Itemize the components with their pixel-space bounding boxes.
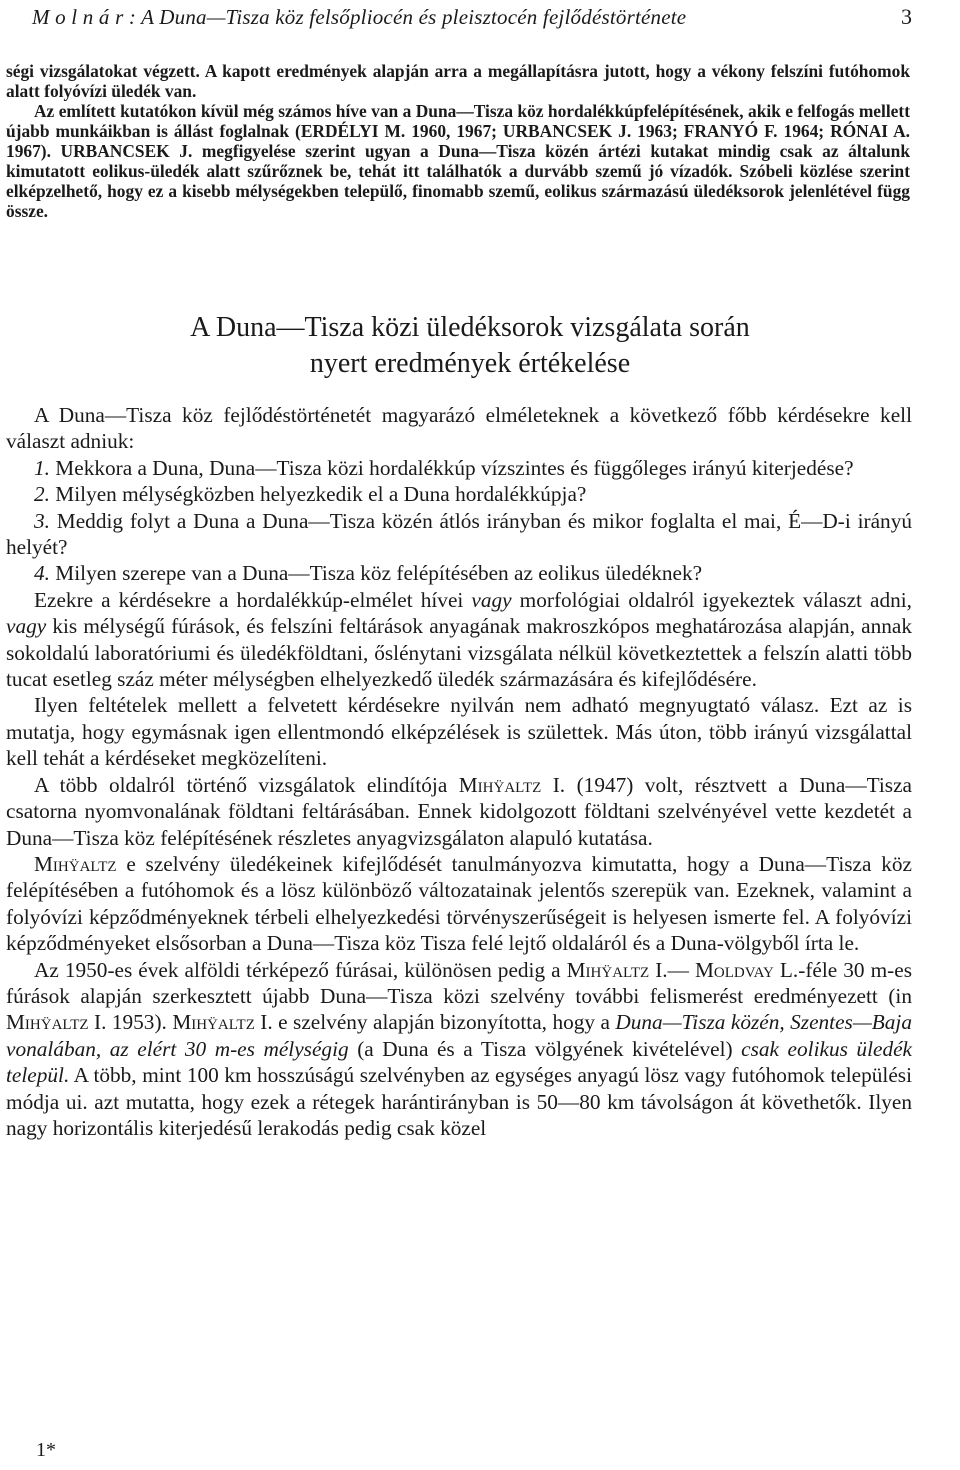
question-3-number: 3. — [34, 508, 50, 533]
author-name: Mihÿaltz I. — [458, 772, 566, 797]
question-2-text: Milyen mélységközben helyezkedik el a Duna hordalékkúpja? — [49, 482, 587, 507]
question-1 — [6, 455, 912, 481]
answers-text-b: morfológiai oldalról igyekeztek választ adni, — [511, 587, 912, 612]
boreholes-text-f: (a Duna és a Tisza völgyének kivételével) — [348, 1036, 742, 1061]
answers-emphasis-2: vagy — [6, 614, 47, 639]
author-name: Mihÿaltz I. — [566, 957, 668, 982]
question-1-text: Mekkora a Duna, Duna—Tisza közi hordalékkúp vízszintes és függőleges irányú kiterjedése? — [49, 455, 854, 480]
boreholes-text-b: — — [667, 957, 695, 982]
main-body — [6, 402, 912, 1141]
mihaltz1-text-b: (1947) volt, résztvett a Duna—Tisza csatorna nyomvonalának földtani feltárásában. Ennek kidolgozott földtani szelvényével vette kezdetét a Duna—Tisza köz felépítésének részletes anyagvizsgálaton alapuló kutatása. — [6, 772, 912, 850]
mihaltz-paragraph-2 — [6, 851, 912, 957]
author-name: Mihÿaltz — [34, 851, 117, 876]
boreholes-text-d: 1953). — [106, 1010, 173, 1035]
signature-mark: 1* — [36, 1439, 56, 1461]
boreholes-text-g: A több, mint 100 km hosszúságú szelvényben az egységes anyagú lösz vagy futóhomok települési módja ui. azt mutatta, hogy ezek a rétegek harántirányban is 50—80 km távolságon át követhetők. Ilyen nagy horizontális kiterjedésű lerakodás pedig csak közel — [6, 1063, 912, 1140]
page-number: 3 — [901, 4, 912, 29]
question-1-number: 1. — [34, 455, 50, 480]
question-2-number: 2. — [34, 482, 50, 507]
question-4-number: 4. — [34, 561, 50, 586]
boreholes-text-e: e szelvény alapján bizonyította, hogy a — [272, 1010, 616, 1035]
answers-text-a: Ezekre a kérdésekre a hordalékkúp-elmélet hívei — [34, 587, 472, 612]
mihaltz2-text: e szelvény üledékeinek kifejlődését tanulmányozva kimutatta, hogy a Duna—Tisza köz felépítésében a futóhomok és a lösz különböző változatainak jelentős szerepük van. Ezeknek, valamint a folyóvízi képződményeknek térbeli elhelyezkedési törvényszerűségeit is helyesen ismerte fel. A folyóvízi képződményeket elsősorban a Duna—Tisza köz Tisza felé lejtő oldaláról és a Duna-völgyből írta le. — [6, 851, 912, 956]
boreholes-emphasis-2: csak eolikus üledék települ. — [6, 1036, 913, 1088]
question-2 — [6, 481, 912, 507]
answers-paragraph — [6, 587, 912, 693]
boreholes-paragraph — [6, 957, 912, 1142]
question-4 — [6, 560, 912, 586]
answers-text-c: kis mélységű fúrások, és felszíni feltárások anyagának makroszkópos meghatározása alapján, annak sokoldalú laboratóriumi és üledékföldtani, őslénytani vizsgálata nélkül következtettek a felszín alatti több tucat esetleg száz méter mélységben elhelyezkedő üledék származására és kifejlődésére. — [6, 614, 912, 692]
author-name: Mihÿaltz I. — [6, 1010, 107, 1035]
section-heading-line-1: A Duna—Tisza közi üledéksorok vizsgálata során — [190, 312, 750, 343]
answers-emphasis-1: vagy — [471, 587, 512, 612]
author-name: Moldvay L. — [694, 957, 799, 982]
running-header — [32, 0, 912, 34]
boreholes-text-a: Az 1950-es évek alföldi térképező fúrásai, különösen pedig a — [34, 957, 567, 982]
running-title: M o l n á r : A Duna—Tisza köz felsőpliocén és pleisztocén fejlődéstörténete — [32, 5, 687, 29]
author-name: Mihÿaltz I. — [172, 1010, 273, 1035]
boreholes-emphasis-1: Duna—Tisza közén, Szentes—Baja vonalában, az elért 30 m-es mélységig — [6, 1010, 913, 1061]
small-paragraph-2: Az említett kutatókon kívül még számos híve van a Duna—Tisza köz hordalékkúpfelépítésének, akik e felfogás mellett újabb munkáikban is állást foglalnak (ERDÉLYI M. 1960, 1967; URBANCSEK J. 1963; FRANYÓ F. 1964; RÓNAI A. 1967). URBANCSEK J. megfigyelése szerint ugyan a Duna—Tisza közén ártézi kutakat mindig csak az általunk kimutatott eolikus-üledék alatt szűrőznek be, tehát itt találhatók a durvább szemű jó vízadók. Szóbeli közlése szerint elképzelhető, hogy ez a kisebb mélységekben települő, finomabb szemű, eolikus származású üledéksorok jelenlétével függ össze. — [6, 101, 910, 221]
section-heading — [40, 310, 900, 382]
conditions-paragraph: Ilyen feltételek mellett a felvetett kérdésekre nyilván nem adható megnyugtató válasz. Ezt az is mutatja, hogy egymásnak igen ellentmondó elképzélések is születtek. Más úton, több irányú vizsgálattal kell tehát a kérdéseket megközelíteni. — [6, 693, 912, 771]
small-paragraph-1: ségi vizsgálatokat végzett. A kapott eredmények alapján arra a megállapításra jutott, hogy a vékony felszíni futóhomok alatt folyóvízi üledék van. — [6, 61, 910, 101]
small-print-block — [6, 61, 910, 221]
question-4-text: Milyen szerepe van a Duna—Tisza köz felépítésében az eolikus üledéknek? — [49, 561, 703, 586]
question-3 — [6, 508, 912, 561]
section-heading-line-2: nyert eredmények értékelése — [309, 348, 631, 379]
boreholes-text-c: -féle 30 m-es fúrások alapján szerkesztett újabb Duna—Tisza közi szelvény további felismerést eredményezett (in — [6, 957, 912, 1008]
mihaltz-paragraph-1 — [6, 772, 912, 851]
intro-paragraph: A Duna—Tisza köz fejlődéstörténetét magyarázó elméleteknek a következő főbb kérdésekre kell választ adniuk: — [6, 403, 912, 454]
mihaltz1-text-a: A több oldalról történő vizsgálatok elindítója — [34, 772, 459, 797]
question-3-text: Meddig folyt a Duna a Duna—Tisza közén átlós irányban és mikor foglalta el mai, É—D-i irányú helyét? — [6, 508, 912, 560]
